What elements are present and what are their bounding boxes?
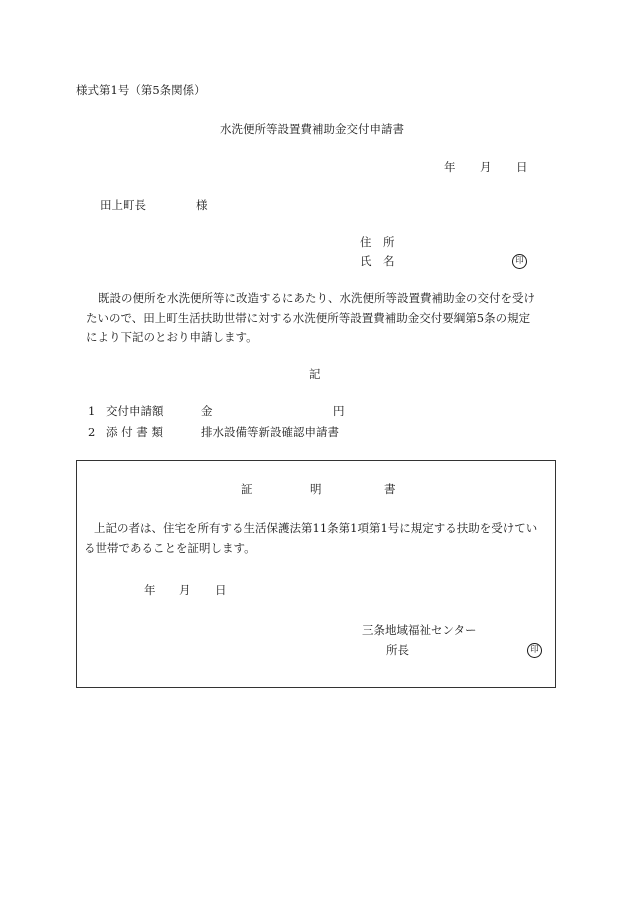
addressee-honorific: 様	[196, 198, 208, 212]
certificate-title-char: 明	[310, 482, 322, 496]
addressee-name: 田上町長	[100, 198, 146, 212]
body-line: たいので、田上町生活扶助世帯に対する水洗便所等設置費補助金交付要綱第5条の規定	[86, 311, 531, 325]
certificate-body-line: 上記の者は、住宅を所有する生活保護法第11条第1項第1号に規定する扶助を受けてい	[94, 521, 538, 535]
item-value-prefix: 金	[201, 404, 213, 418]
certificate-organization: 三条地域福祉センター	[362, 623, 477, 637]
body-line: 既設の便所を水洗便所等に改造するにあたり、水洗便所等設置費補助金の交付を受け	[98, 291, 535, 305]
item-value-suffix: 円	[333, 404, 345, 418]
item-label: 交付申請額	[106, 404, 164, 418]
item-value: 排水設備等新設確認申請書	[201, 425, 339, 439]
certificate-body-line: る世帯であることを証明します。	[84, 541, 256, 555]
page-title: 水洗便所等設置費補助金交付申請書	[220, 122, 404, 136]
name-label: 氏 名	[360, 254, 395, 268]
certificate-title-char: 証	[241, 482, 253, 496]
item-number: 2	[88, 425, 96, 439]
date-month-label: 月	[480, 160, 492, 174]
ki-heading: 記	[309, 367, 321, 381]
item-label: 添 付 書 類	[106, 425, 163, 439]
item-number: 1	[88, 404, 96, 418]
certificate-date-year: 年	[144, 583, 156, 597]
address-label: 住 所	[360, 235, 395, 249]
date-year-label: 年	[444, 160, 456, 174]
form-number: 様式第1号（第5条関係）	[76, 83, 206, 97]
seal-icon: 印	[512, 254, 527, 269]
date-day-label: 日	[516, 160, 528, 174]
certificate-position: 所長	[386, 643, 409, 657]
body-line: により下記のとおり申請します。	[86, 330, 258, 344]
certificate-date-month: 月	[179, 583, 191, 597]
certificate-title-char: 書	[384, 482, 396, 496]
certificate-box	[76, 460, 556, 688]
seal-icon: 印	[527, 643, 542, 658]
certificate-date-day: 日	[215, 583, 227, 597]
